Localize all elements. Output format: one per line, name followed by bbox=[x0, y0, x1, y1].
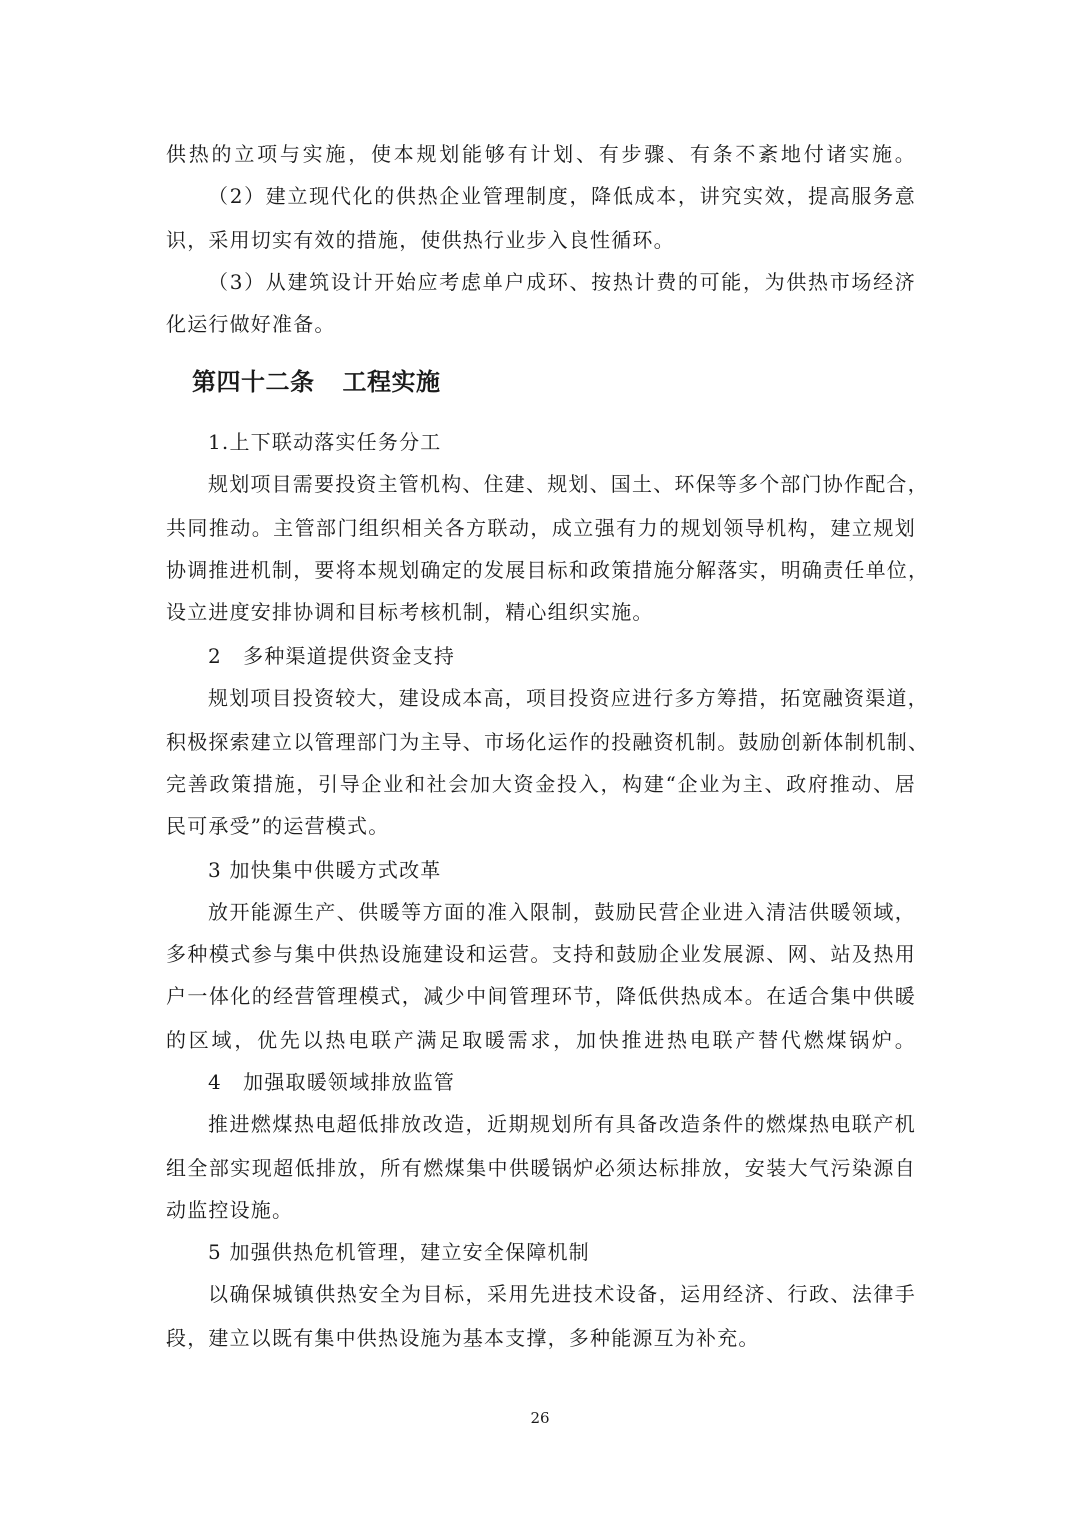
text-line: 段，建立以既有集中供热设施为基本支撑，多种能源互为补充。 bbox=[166, 1326, 760, 1350]
page-number: 26 bbox=[530, 1409, 550, 1427]
text-line: 动监控设施。 bbox=[166, 1198, 294, 1222]
text-line: 规划项目投资较大，建设成本高，项目投资应进行多方筹措，拓宽融资渠道， bbox=[208, 686, 929, 710]
text-line: 放开能源生产、供暖等方面的准入限制，鼓励民营企业进入清洁供暖领域， bbox=[208, 900, 916, 924]
text-line: 设立进度安排协调和目标考核机制，精心组织实施。 bbox=[166, 600, 654, 624]
text-line: 推进燃煤热电超低排放改造，近期规划所有具备改造条件的燃煤热电联产机 bbox=[208, 1112, 916, 1136]
text-line: 完善政策措施，引导企业和社会加大资金投入，构建“企业为主、政府推动、居 bbox=[166, 772, 916, 796]
subheading: 5 加强供热危机管理，建立安全保障机制 bbox=[208, 1240, 590, 1264]
subheading: 3 加快集中供暖方式改革 bbox=[208, 858, 442, 882]
section-title: 工程实施 bbox=[342, 368, 441, 396]
text-line: 供热的立项与实施，使本规划能够有计划、有步骤、有条不紊地付诸实施。 bbox=[166, 142, 916, 166]
text-line: 以确保城镇供热安全为目标，采用先进技术设备，运用经济、行政、法律手 bbox=[208, 1282, 916, 1306]
text-line: 化运行做好准备。 bbox=[166, 312, 336, 336]
section-number: 第四十二条 bbox=[192, 368, 315, 396]
text-line: 规划项目需要投资主管机构、住建、规划、国土、环保等多个部门协作配合， bbox=[208, 472, 929, 496]
text-line: 组全部实现超低排放，所有燃煤集中供暖锅炉必须达标排放，安装大气污染源自 bbox=[166, 1156, 916, 1180]
subheading: 1.上下联动落实任务分工 bbox=[208, 430, 442, 454]
subheading: 2 多种渠道提供资金支持 bbox=[208, 644, 456, 668]
text-line: 多种模式参与集中供热设施建设和运营。支持和鼓励企业发展源、网、站及热用 bbox=[166, 942, 916, 966]
text-line: 识，采用切实有效的措施，使供热行业步入良性循环。 bbox=[166, 228, 675, 252]
text-line: （2）建立现代化的供热企业管理制度，降低成本，讲究实效，提高服务意 bbox=[208, 184, 916, 208]
section-heading bbox=[192, 366, 441, 398]
text-line: 积极探索建立以管理部门为主导、市场化运作的投融资机制。鼓励创新体制机制、 bbox=[166, 730, 930, 754]
text-line: 共同推动。主管部门组织相关各方联动，成立强有力的规划领导机构，建立规划 bbox=[166, 516, 916, 540]
text-line: 民可承受”的运营模式。 bbox=[166, 814, 390, 838]
text-line: （3）从建筑设计开始应考虑单户成环、按热计费的可能，为供热市场经济 bbox=[208, 270, 916, 294]
text-line: 户一体化的经营管理模式，减少中间管理环节，降低供热成本。在适合集中供暖 bbox=[166, 984, 916, 1008]
text-line: 的区域，优先以热电联产满足取暖需求，加快推进热电联产替代燃煤锅炉。 bbox=[166, 1028, 916, 1052]
text-line: 协调推进机制，要将本规划确定的发展目标和政策措施分解落实，明确责任单位， bbox=[166, 558, 930, 582]
subheading: 4 加强取暖领域排放监管 bbox=[208, 1070, 456, 1094]
